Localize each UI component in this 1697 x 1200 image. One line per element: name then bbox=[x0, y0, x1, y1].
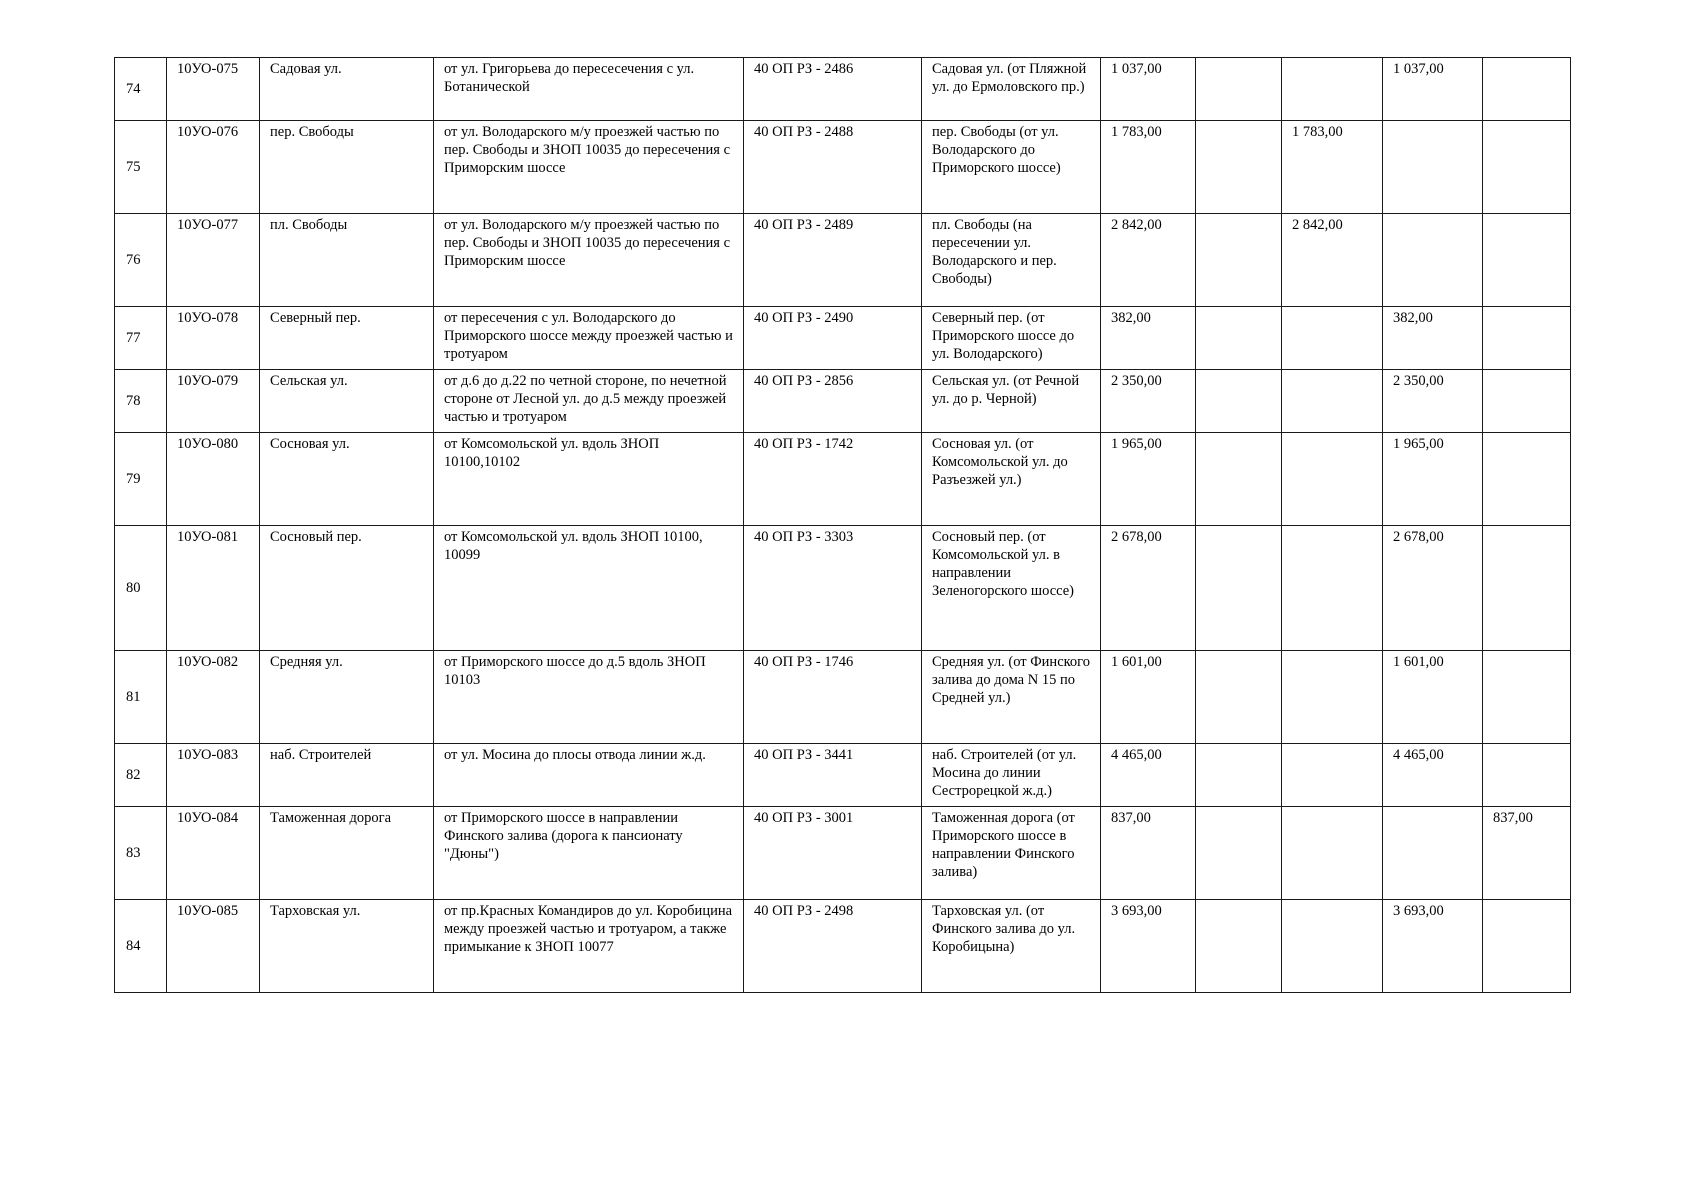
object-code-cell: 10УО-078 bbox=[167, 307, 260, 370]
area-column-4-cell bbox=[1483, 121, 1571, 214]
area-column-2-cell bbox=[1282, 370, 1383, 433]
area-column-2-cell bbox=[1282, 58, 1383, 121]
table-row bbox=[115, 526, 1571, 651]
road-description-cell: Северный пер. (от Приморского шоссе до ул. Володарского) bbox=[922, 307, 1101, 370]
row-number-cell: 74 bbox=[115, 58, 167, 121]
street-name-cell: Сосновый пер. bbox=[260, 526, 434, 651]
street-name-cell: Тарховская ул. bbox=[260, 900, 434, 993]
location-cell: от д.6 до д.22 по четной стороне, по нечетной стороне от Лесной ул. до д.5 между проезжей частью и тротуаром bbox=[434, 370, 744, 433]
object-code-cell: 10УО-082 bbox=[167, 651, 260, 744]
roads-table bbox=[114, 57, 1571, 993]
total-area-cell: 2 350,00 bbox=[1101, 370, 1196, 433]
table-row bbox=[115, 900, 1571, 993]
area-column-2-cell bbox=[1282, 651, 1383, 744]
row-number-cell: 78 bbox=[115, 370, 167, 433]
total-area-cell: 1 037,00 bbox=[1101, 58, 1196, 121]
row-number-cell: 79 bbox=[115, 433, 167, 526]
registration-number-cell: 40 ОП РЗ - 3303 bbox=[744, 526, 922, 651]
registration-number-cell: 40 ОП РЗ - 2489 bbox=[744, 214, 922, 307]
area-column-3-cell bbox=[1383, 807, 1483, 900]
table-row bbox=[115, 651, 1571, 744]
object-code-cell: 10УО-079 bbox=[167, 370, 260, 433]
table-row bbox=[115, 58, 1571, 121]
area-column-2-cell bbox=[1282, 307, 1383, 370]
total-area-cell: 3 693,00 bbox=[1101, 900, 1196, 993]
total-area-cell: 4 465,00 bbox=[1101, 744, 1196, 807]
table-row bbox=[115, 807, 1571, 900]
registration-number-cell: 40 ОП РЗ - 3001 bbox=[744, 807, 922, 900]
row-number-cell: 77 bbox=[115, 307, 167, 370]
area-column-3-cell: 2 350,00 bbox=[1383, 370, 1483, 433]
location-cell: от ул. Мосина до плосы отвода линии ж.д. bbox=[434, 744, 744, 807]
area-column-4-cell bbox=[1483, 900, 1571, 993]
total-area-cell: 837,00 bbox=[1101, 807, 1196, 900]
area-column-2-cell: 2 842,00 bbox=[1282, 214, 1383, 307]
registration-number-cell: 40 ОП РЗ - 2490 bbox=[744, 307, 922, 370]
area-column-1-cell bbox=[1196, 307, 1282, 370]
area-column-4-cell bbox=[1483, 307, 1571, 370]
table-body bbox=[115, 58, 1571, 993]
area-column-3-cell: 382,00 bbox=[1383, 307, 1483, 370]
street-name-cell: Северный пер. bbox=[260, 307, 434, 370]
street-name-cell: Сосновая ул. bbox=[260, 433, 434, 526]
registration-number-cell: 40 ОП РЗ - 2488 bbox=[744, 121, 922, 214]
road-description-cell: наб. Строителей (от ул. Мосина до линии Сестрорецкой ж.д.) bbox=[922, 744, 1101, 807]
area-column-3-cell: 2 678,00 bbox=[1383, 526, 1483, 651]
table-row bbox=[115, 307, 1571, 370]
location-cell: от пересечения с ул. Володарского до Приморского шоссе между проезжей частью и тротуаром bbox=[434, 307, 744, 370]
street-name-cell: наб. Строителей bbox=[260, 744, 434, 807]
road-description-cell: Сосновый пер. (от Комсомольской ул. в направлении Зеленогорского шоссе) bbox=[922, 526, 1101, 651]
area-column-3-cell: 4 465,00 bbox=[1383, 744, 1483, 807]
registration-number-cell: 40 ОП РЗ - 3441 bbox=[744, 744, 922, 807]
street-name-cell: пер. Свободы bbox=[260, 121, 434, 214]
area-column-4-cell bbox=[1483, 370, 1571, 433]
area-column-3-cell bbox=[1383, 214, 1483, 307]
total-area-cell: 2 842,00 bbox=[1101, 214, 1196, 307]
area-column-3-cell: 1 601,00 bbox=[1383, 651, 1483, 744]
object-code-cell: 10УО-083 bbox=[167, 744, 260, 807]
registration-number-cell: 40 ОП РЗ - 2498 bbox=[744, 900, 922, 993]
area-column-4-cell bbox=[1483, 58, 1571, 121]
row-number-cell: 83 bbox=[115, 807, 167, 900]
area-column-3-cell bbox=[1383, 121, 1483, 214]
object-code-cell: 10УО-080 bbox=[167, 433, 260, 526]
area-column-4-cell bbox=[1483, 433, 1571, 526]
area-column-4-cell bbox=[1483, 214, 1571, 307]
street-name-cell: Сельская ул. bbox=[260, 370, 434, 433]
location-cell: от Комсомольской ул. вдоль ЗНОП 10100, 10099 bbox=[434, 526, 744, 651]
area-column-2-cell bbox=[1282, 744, 1383, 807]
location-cell: от ул. Володарского м/у проезжей частью по пер. Свободы и ЗНОП 10035 до пересечения с Приморским шоссе bbox=[434, 214, 744, 307]
area-column-3-cell: 1 965,00 bbox=[1383, 433, 1483, 526]
road-description-cell: пл. Свободы (на пересечении ул. Володарского и пер. Свободы) bbox=[922, 214, 1101, 307]
row-number-cell: 84 bbox=[115, 900, 167, 993]
location-cell: от ул. Григорьева до пересесечения с ул. Ботанической bbox=[434, 58, 744, 121]
area-column-1-cell bbox=[1196, 214, 1282, 307]
road-description-cell: Сосновая ул. (от Комсомольской ул. до Разъезжей ул.) bbox=[922, 433, 1101, 526]
registration-number-cell: 40 ОП РЗ - 2486 bbox=[744, 58, 922, 121]
area-column-2-cell bbox=[1282, 807, 1383, 900]
total-area-cell: 2 678,00 bbox=[1101, 526, 1196, 651]
location-cell: от Приморского шоссе в направлении Финского залива (дорога к пансионату "Дюны") bbox=[434, 807, 744, 900]
location-cell: от ул. Володарского м/у проезжей частью по пер. Свободы и ЗНОП 10035 до пересечения с Приморским шоссе bbox=[434, 121, 744, 214]
area-column-1-cell bbox=[1196, 651, 1282, 744]
object-code-cell: 10УО-081 bbox=[167, 526, 260, 651]
area-column-3-cell: 1 037,00 bbox=[1383, 58, 1483, 121]
total-area-cell: 1 965,00 bbox=[1101, 433, 1196, 526]
area-column-1-cell bbox=[1196, 744, 1282, 807]
table-row bbox=[115, 121, 1571, 214]
area-column-1-cell bbox=[1196, 433, 1282, 526]
table-row bbox=[115, 214, 1571, 307]
table-row bbox=[115, 433, 1571, 526]
total-area-cell: 1 601,00 bbox=[1101, 651, 1196, 744]
street-name-cell: пл. Свободы bbox=[260, 214, 434, 307]
location-cell: от Комсомольской ул. вдоль ЗНОП 10100,10102 bbox=[434, 433, 744, 526]
area-column-1-cell bbox=[1196, 58, 1282, 121]
road-description-cell: Средняя ул. (от Финского залива до дома N 15 по Средней ул.) bbox=[922, 651, 1101, 744]
area-column-1-cell bbox=[1196, 526, 1282, 651]
road-description-cell: Тарховская ул. (от Финского залива до ул. Коробицына) bbox=[922, 900, 1101, 993]
area-column-1-cell bbox=[1196, 370, 1282, 433]
table-row bbox=[115, 744, 1571, 807]
area-column-3-cell: 3 693,00 bbox=[1383, 900, 1483, 993]
row-number-cell: 80 bbox=[115, 526, 167, 651]
row-number-cell: 75 bbox=[115, 121, 167, 214]
registration-number-cell: 40 ОП РЗ - 1746 bbox=[744, 651, 922, 744]
area-column-1-cell bbox=[1196, 900, 1282, 993]
road-description-cell: Садовая ул. (от Пляжной ул. до Ермоловского пр.) bbox=[922, 58, 1101, 121]
street-name-cell: Садовая ул. bbox=[260, 58, 434, 121]
row-number-cell: 81 bbox=[115, 651, 167, 744]
road-description-cell: Сельская ул. (от Речной ул. до р. Черной) bbox=[922, 370, 1101, 433]
area-column-2-cell bbox=[1282, 900, 1383, 993]
object-code-cell: 10УО-076 bbox=[167, 121, 260, 214]
location-cell: от пр.Красных Командиров до ул. Коробицина между проезжей частью и тротуаром, а также примыкание к ЗНОП 10077 bbox=[434, 900, 744, 993]
total-area-cell: 1 783,00 bbox=[1101, 121, 1196, 214]
street-name-cell: Таможенная дорога bbox=[260, 807, 434, 900]
row-number-cell: 76 bbox=[115, 214, 167, 307]
object-code-cell: 10УО-075 bbox=[167, 58, 260, 121]
total-area-cell: 382,00 bbox=[1101, 307, 1196, 370]
area-column-4-cell bbox=[1483, 651, 1571, 744]
area-column-1-cell bbox=[1196, 807, 1282, 900]
area-column-2-cell bbox=[1282, 433, 1383, 526]
location-cell: от Приморского шоссе до д.5 вдоль ЗНОП 10103 bbox=[434, 651, 744, 744]
registration-number-cell: 40 ОП РЗ - 1742 bbox=[744, 433, 922, 526]
street-name-cell: Средняя ул. bbox=[260, 651, 434, 744]
object-code-cell: 10УО-077 bbox=[167, 214, 260, 307]
road-description-cell: пер. Свободы (от ул. Володарского до Приморского шоссе) bbox=[922, 121, 1101, 214]
registration-number-cell: 40 ОП РЗ - 2856 bbox=[744, 370, 922, 433]
area-column-1-cell bbox=[1196, 121, 1282, 214]
area-column-4-cell bbox=[1483, 744, 1571, 807]
row-number-cell: 82 bbox=[115, 744, 167, 807]
table-row bbox=[115, 370, 1571, 433]
area-column-2-cell bbox=[1282, 526, 1383, 651]
area-column-2-cell: 1 783,00 bbox=[1282, 121, 1383, 214]
area-column-4-cell bbox=[1483, 526, 1571, 651]
object-code-cell: 10УО-084 bbox=[167, 807, 260, 900]
road-description-cell: Таможенная дорога (от Приморского шоссе в направлении Финского залива) bbox=[922, 807, 1101, 900]
object-code-cell: 10УО-085 bbox=[167, 900, 260, 993]
area-column-4-cell: 837,00 bbox=[1483, 807, 1571, 900]
